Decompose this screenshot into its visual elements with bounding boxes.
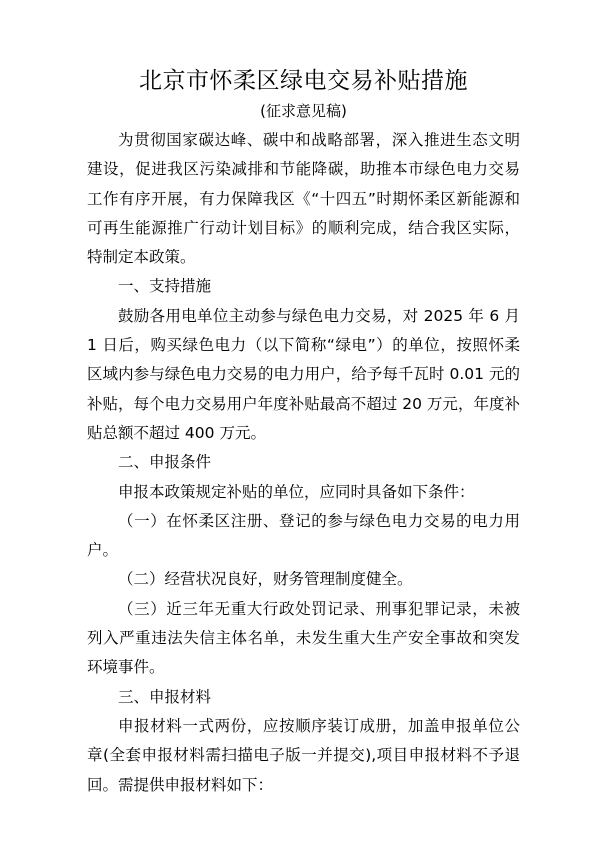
condition-item-3: （三）近三年无重大行政处罚记录、刑事犯罪记录，未被列入严重违法失信主体名单，未发生重大生产安全事故和突发环境事件。: [87, 599, 520, 677]
document-page: [87, 64, 520, 800]
section-paragraph: 申报材料一式两份，应按顺序装订成册，加盖申报单位公章(全套申报材料需扫描电子版一并提交),项目申报材料不予退回。需提供申报材料如下：: [87, 716, 520, 794]
document-title: 北京市怀柔区绿电交易补贴措施: [139, 68, 468, 94]
section-heading: 一、支持措施: [118, 277, 212, 296]
intro-paragraph: 为贯彻国家碳达峰、碳中和战略部署，深入推进生态文明建设，促进我区污染减排和节能降碳，助推本市绿色电力交易工作有序开展，有力保障我区《“十四五”时期怀柔区新能源和可再生能源推广行动计划目标》的顺利完成，结合我区实际，特制定本政策。: [87, 131, 520, 267]
section-heading: 二、申报条件: [118, 453, 212, 472]
section-paragraph: 申报本政策规定补贴的单位，应同时具备如下条件：: [118, 482, 475, 501]
section-application-materials: [87, 683, 520, 800]
section-support-measures: [87, 272, 520, 448]
section-paragraph: 鼓励各用电单位主动参与绿色电力交易，对 2025 年 6 月 1 日后，购买绿色电力（以下简称“绿电”）的单位，按照怀柔区域内参与绿色电力交易的电力用户，给予每千瓦时 0.01 元的补贴，每个电力交易用户年度补贴最高不超过 20 万元，年度补贴总额不超过 400 万元。: [87, 306, 520, 442]
condition-item-1: （一）在怀柔区注册、登记的参与绿色电力交易的电力用户。: [87, 511, 520, 560]
document-subtitle: (征求意见稿): [260, 102, 347, 120]
section-heading: 三、申报材料: [118, 687, 212, 706]
condition-item-2: （二）经营状况良好，财务管理制度健全。: [118, 570, 413, 589]
section-application-conditions: [87, 448, 520, 682]
